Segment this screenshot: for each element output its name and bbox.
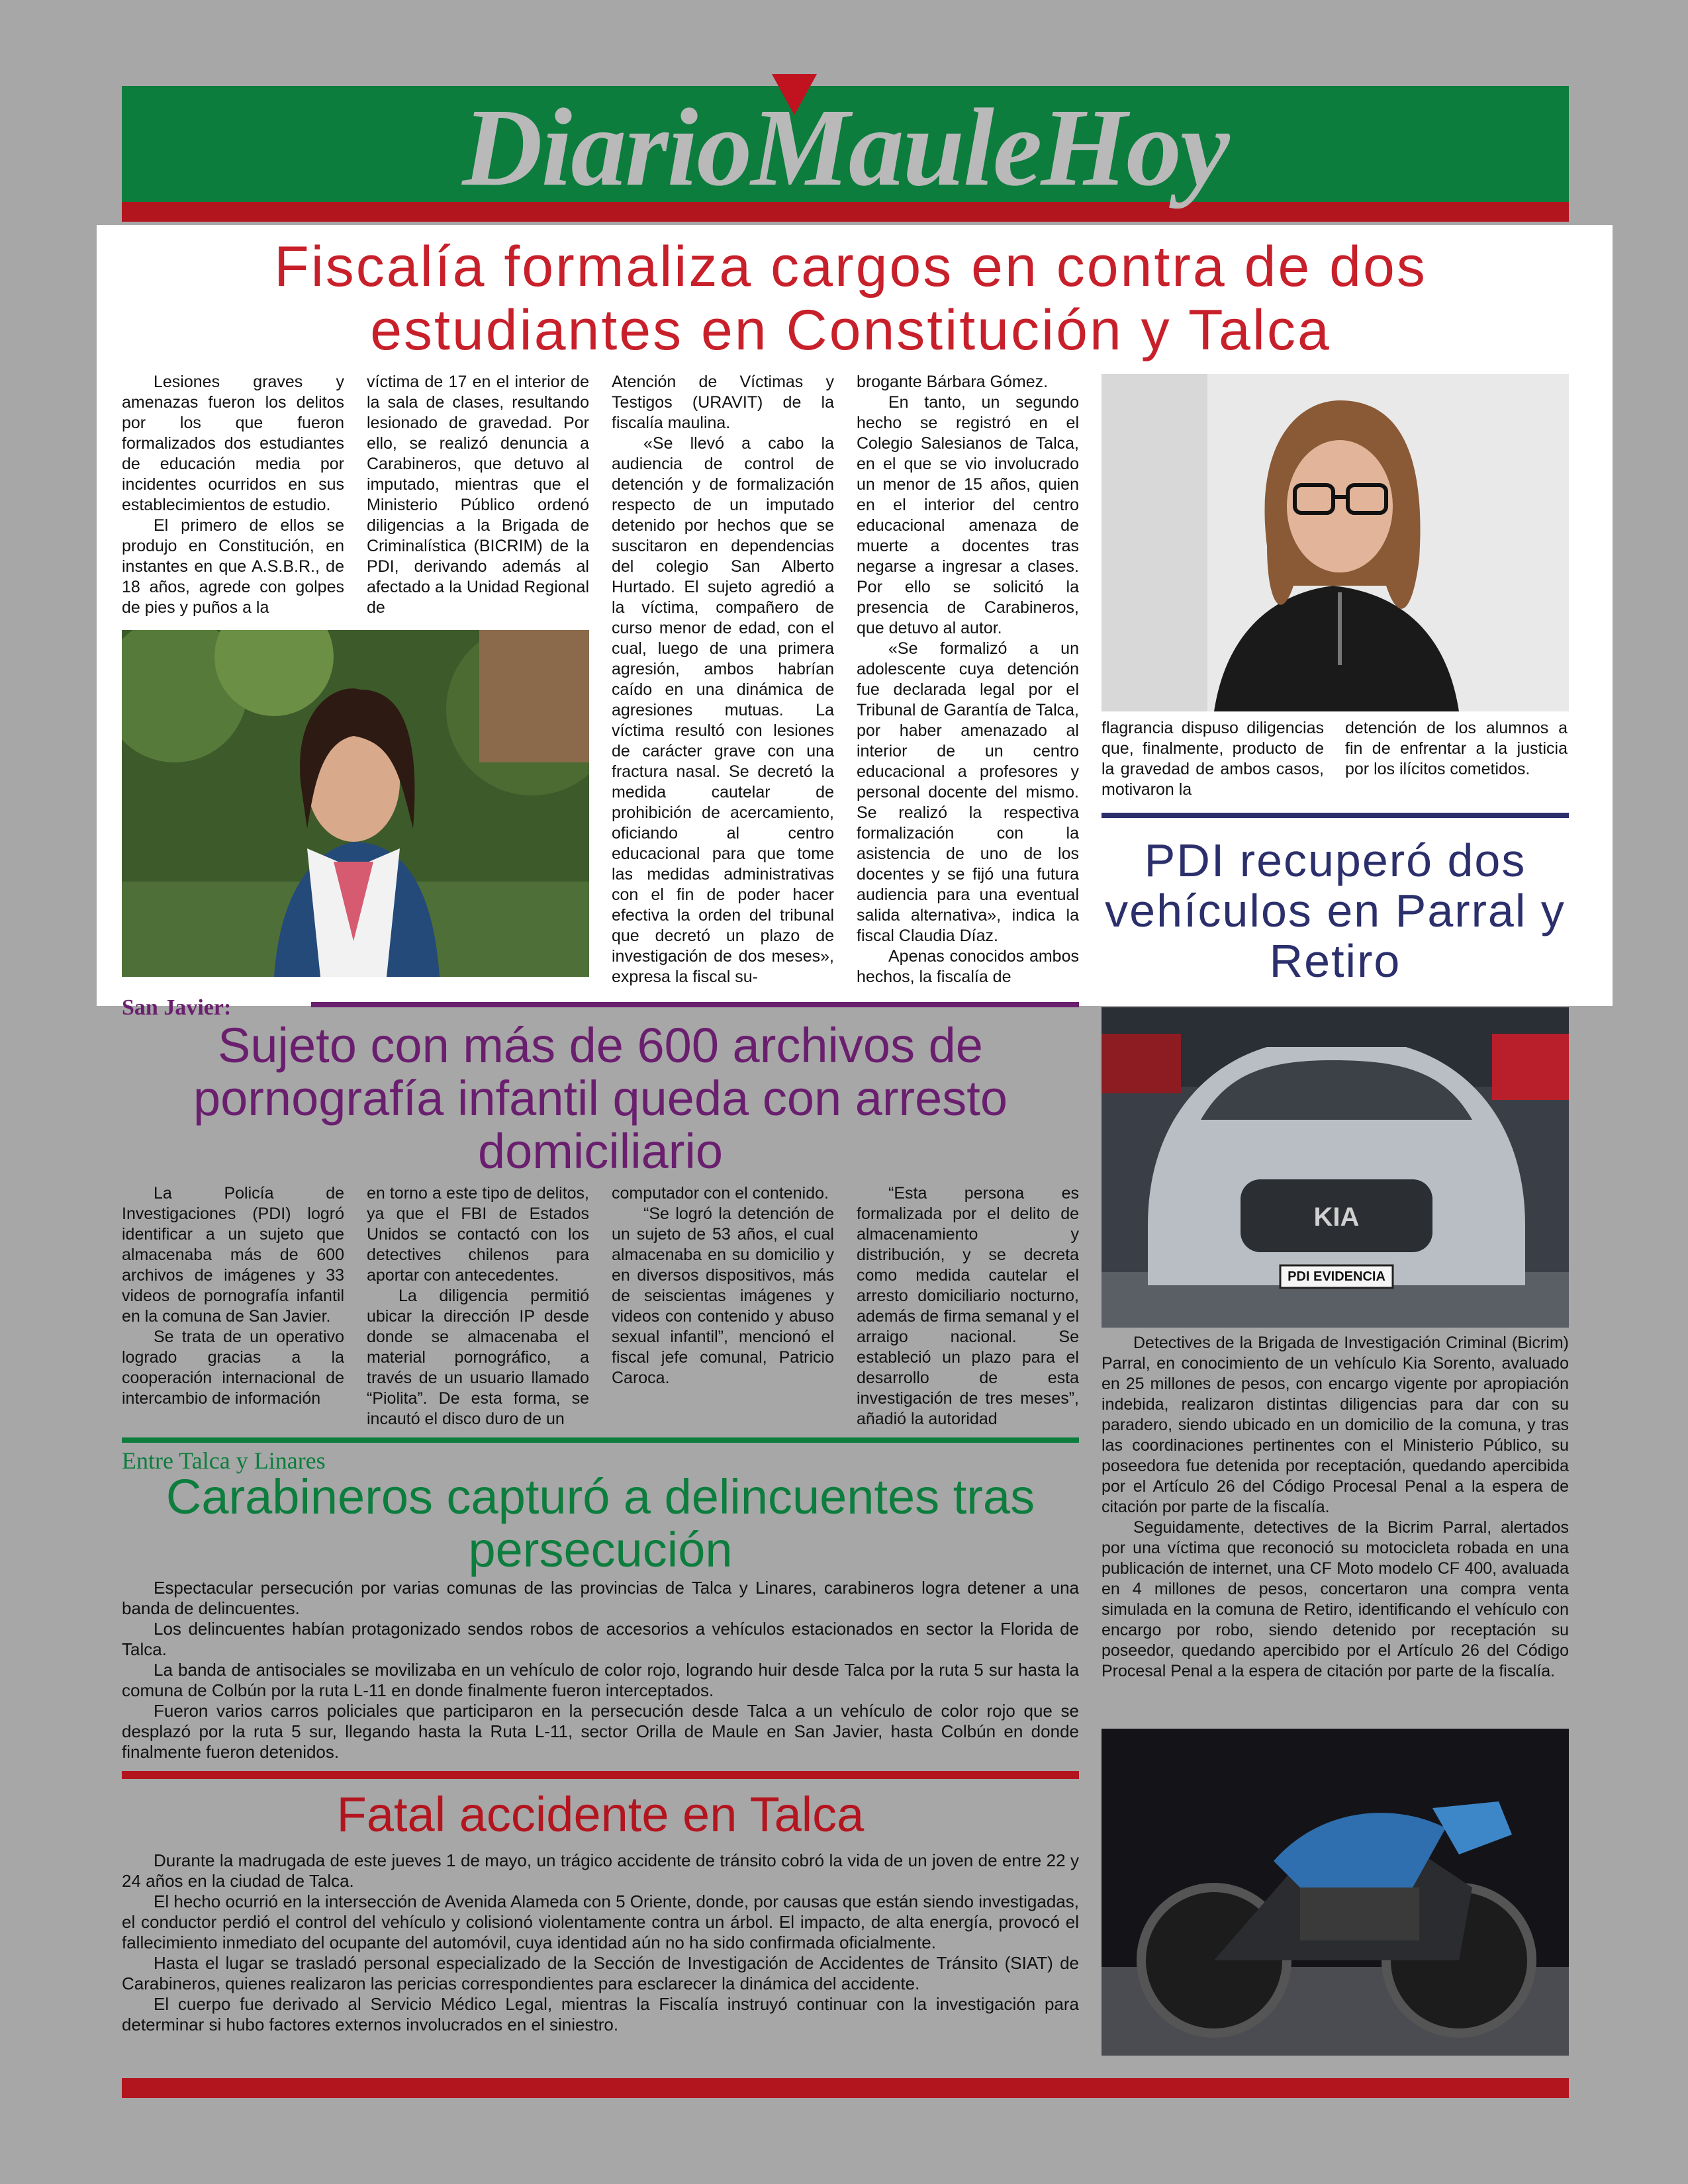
paragraph: En tanto, un segundo hecho se registró en el Colegio Salesianos de Talca, en el que se vio involucrado un menor de 15 años, quien en el interior del centro educacional amenaza de muerte a docentes tras negarse a ingresar a clases. Por ello se solicitó la presencia de Carabineros, que detuvo al autor.	[857, 393, 1079, 637]
evidence-plate: PDI EVIDENCIA	[1288, 1269, 1385, 1284]
newspaper-title: DiarioMauleHoy	[462, 86, 1229, 209]
paragraph: El primero de ellos se produjo en Constitución, en instantes en que A.S.B.R., de 18 años, agrede con golpes de pies y puños a la	[122, 516, 344, 617]
paragraph: víctima de 17 en el interior de la sala de clases, resultando lesionado de gravedad. Por ello, se realizó denuncia a Carabineros, que detuvo al imputado, mientras que el Ministerio Público ordenó diligencias a la Brigada de Criminalística (BICRIM) de la PDI, derivando además al afectado a la Unidad Regional de	[367, 373, 589, 617]
talca-linares-kicker: Entre Talca y Linares	[122, 1447, 326, 1474]
paragraph: La banda de antisociales se movilizaba en un vehículo de color rojo, logrando huir desde Talca por la ruta 5 sur hasta la comuna de Colbún por la ruta L-11 en donde finalmente fueron interceptados.	[122, 1660, 1079, 1700]
paragraph: “Se logró la detención de un sujeto de 53 años, el cual almacenaba en su domicilio y en diversos dispositivos, más de seiscientas imágenes y videos con contenido y abuso sexual infantil”, mencionó el fiscal jefe comunal, Patricio Caroca.	[612, 1205, 834, 1387]
san-javier-column-2	[367, 1183, 589, 1430]
prosecutor-photo-glasses	[1102, 374, 1569, 711]
san-javier-column-4	[857, 1183, 1079, 1430]
vehicles-headline: PDI recuperó dos vehículos en Parral y Retiro	[1105, 835, 1566, 987]
lead-column-4	[857, 372, 1079, 987]
san-javier-headline: Sujeto con más de 600 archivos de pornografía infantil queda con arresto domiciliario	[193, 1018, 1008, 1179]
footer-red-bar	[122, 2078, 1569, 2098]
paragraph: Fueron varios carros policiales que participaron en la persecución desde Talca a un vehículo de color rojo que se desplazó por la ruta 5 sur, llegando hasta la Ruta L-11, sector Orilla de Maule en San Javier, hasta Colbún en donde finalmente fueron detenidos.	[122, 1701, 1079, 1762]
paragraph: El cuerpo fue derivado al Servicio Médico Legal, mientras la Fiscalía instruyó continuar con la investigación para determinar si hubo factores externos involucrados en el siniestro.	[122, 1994, 1079, 2034]
section-rule-green	[122, 1437, 1079, 1443]
section-rule-navy	[1102, 813, 1569, 818]
motorcycle-photo	[1102, 1729, 1569, 2056]
accident-headline: Fatal accidente en Talca	[336, 1787, 865, 1842]
paragraph: brogante Bárbara Gómez.	[857, 373, 1049, 391]
section-rule-red	[122, 1771, 1079, 1779]
paragraph: “Esta persona es formalizada por el delito de almacenamiento y distribución, y se decreta como medida cautelar el arresto domiciliario nocturno, además de firma semanal y el arraigo nacional. Se estableció un plazo para el desarrollo de esta investigación de tres meses”, añadió la autoridad	[857, 1184, 1079, 1428]
paragraph: Espectacular persecución por varias comunas de las provincias de Talca y Linares, carabineros logra detener a una banda de delincuentes.	[122, 1578, 1079, 1618]
san-javier-column-3	[612, 1183, 834, 1388]
paragraph: detención de los alumnos a fin de enfrentar a la justicia por los ilícitos cometidos.	[1345, 719, 1568, 778]
accident-body	[122, 1850, 1079, 2035]
paragraph: El hecho ocurrió en la intersección de Avenida Alameda con 5 Oriente, donde, por causas que están siendo investigadas, el conductor perdió el control del vehículo y colisionó violentamente contra un árbol. El impacto, de alta energía, provocó el fallecimiento inmediato del ocupante del automóvil, cuya identidad aún no ha sido confirmada oficialmente.	[122, 1891, 1079, 1952]
paragraph: flagrancia dispuso diligencias que, finalmente, producto de la gravedad de ambos casos, motivaron la	[1102, 719, 1324, 799]
carabineros-body	[122, 1578, 1079, 1762]
lead-headline: Fiscalía formaliza cargos en contra de dos estudiantes en Constitución y Talca	[274, 235, 1427, 362]
paragraph: La Policía de Investigaciones (PDI) logró identificar a un sujeto que almacenaba más de 600 archivos de imágenes y 33 videos de pornografía infantil en la comuna de San Javier.	[122, 1184, 344, 1326]
paragraph: Seguidamente, detectives de la Bicrim Parral, alertados por una víctima que reconoció su motocicleta robada en una publicación de internet, una CF Moto modelo CF 400, avaluada en 4 millones de pesos, concertaron una compra venta simulada en la comuna de Retiro, identificando el vehículo con encargo por robo, siendo detenido por receptación su poseedor, quedando apercibido por el Artículo 26 del Código Procesal Penal a la espera de citación por parte de la fiscalía.	[1102, 1518, 1569, 1680]
paragraph: Se trata de un operativo logrado gracias a la cooperación internacional de intercambio de información	[122, 1328, 344, 1408]
section-rule-purple	[311, 1002, 1079, 1007]
lead-column-3	[612, 372, 834, 987]
paragraph: computador con el contenido.	[612, 1184, 829, 1203]
lead-column-1	[122, 372, 344, 618]
paragraph: Apenas conocidos ambos hechos, la fiscalía de	[857, 947, 1079, 986]
prosecutor-photo-garden	[122, 630, 589, 977]
lead-column-5	[1102, 718, 1324, 800]
paragraph: Los delincuentes habían protagonizado sendos robos de accesorios a vehículos estacionados en sector la Florida de Talca.	[122, 1619, 1079, 1659]
svg-text:KIA: KIA	[1313, 1203, 1360, 1232]
paragraph: Lesiones graves y amenazas fueron los delitos por los que fueron formalizados dos estudiantes de educación media por incidentes ocurridos en sus establecimientos de estudio.	[122, 373, 344, 514]
paragraph: Hasta el lugar se trasladó personal especializado de la Sección de Investigación de Accidentes de Tránsito (SIAT) de Carabineros, quienes realizaron las pericias correspondientes para esclarecer la dinámica del accidente.	[122, 1953, 1079, 1993]
paragraph: Detectives de la Brigada de Investigación Criminal (Bicrim) Parral, en conocimiento de un vehículo Kia Sorento, avaluado en 25 millones de pesos, con encargo vigente por apropiación indebida, realizaron distintas diligencias para dar con su paradero, siendo ubicado en un domicilio de la comuna, y tras las coordinaciones pertinentes con el Ministerio Público, su poseedora fue detenida por receptación, quedando apercibida por el Artículo 26 del Código Procesal Penal a la espera de citación por parte de la fiscalía.	[1102, 1334, 1569, 1516]
vehicles-body	[1102, 1333, 1569, 1682]
carabineros-headline: Carabineros capturó a delincuentes tras persecución	[165, 1469, 1035, 1577]
kia-sorento-photo	[1102, 1007, 1569, 1328]
paragraph: en torno a este tipo de delitos, ya que el FBI de Estados Unidos se contactó con los detectives chilenos para aportar con antecedentes.	[367, 1184, 589, 1285]
paragraph: «Se llevó a cabo la audiencia de control de detención y de formalización respecto de un imputado detenido por hechos que se suscitaron en dependencias del colegio San Alberto Hurtado. El sujeto agredió a la víctima, compañero de curso menor de edad, con el cual, luego de una primera agresión, ambos habrían caído en una dinámica de agresiones mutuas. La víctima resultó con lesiones de carácter grave con una fractura nasal. Se decretó la medida cautelar de prohibición de acercamiento, oficiando al centro educacional para que tome las medidas administrativas con el fin de poder hacer efectiva la orden del tribunal que decretó un plazo de investigación de dos meses», expresa la fiscal su-	[612, 434, 834, 986]
paragraph: «Se formalizó a un adolescente cuya detención fue declarada legal por el Tribunal de Garantía de Talca, por haber amenazado al interior de un centro educacional a profesores y personal docente del mismo. Se realizó la respectiva formalización con la asistencia de uno de los docentes y se fijó una futura audiencia para una eventual salida alternativa», indica la fiscal Claudia Díaz.	[857, 639, 1079, 945]
lead-column-6	[1345, 718, 1568, 780]
san-javier-kicker: San Javier:	[122, 995, 232, 1020]
paragraph: Durante la madrugada de este jueves 1 de mayo, un trágico accidente de tránsito cobró la vida de un joven de entre 22 y 24 años en la ciudad de Talca.	[122, 1850, 1079, 1891]
san-javier-column-1	[122, 1183, 344, 1409]
paragraph: La diligencia permitió ubicar la dirección IP desde donde se almacenaba el material pornográfico, a través de un usuario llamado “Piolita”. De esta forma, se incautó el disco duro de un	[367, 1287, 589, 1428]
masthead-triangle-icon	[772, 74, 817, 115]
paragraph: Atención de Víctimas y Testigos (URAVIT) de la fiscalía maulina.	[612, 373, 834, 432]
lead-column-2	[367, 372, 589, 618]
